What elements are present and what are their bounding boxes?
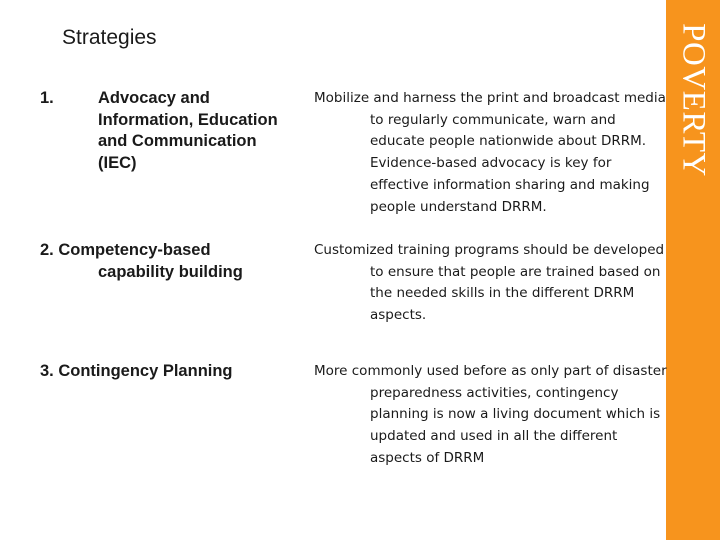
strategy-name-line: 3. Contingency Planning xyxy=(40,362,233,380)
strategy-name xyxy=(40,361,233,383)
strategy-number: 1. xyxy=(40,89,54,107)
strategy-name-line: Information, Education xyxy=(98,110,278,129)
strategy-name xyxy=(40,240,243,283)
brand-label: POVERTY xyxy=(675,23,712,177)
strategy-name-line: capability building xyxy=(98,262,243,281)
strategy-3-description: More commonly used before as only part of disaster preparedness activities, contingency planning is now a living document which is updated and used in all the different aspects of DRRM xyxy=(314,363,667,466)
slide-title: Strategies xyxy=(62,26,157,49)
strategy-2-description: Customized training programs should be developed to ensure that people are trained based on the needed skills in the different DRRM aspects. xyxy=(314,242,665,324)
strategy-name-line: Advocacy and xyxy=(98,89,210,107)
strategy-name-line: and Communication xyxy=(98,132,257,150)
strategy-name xyxy=(98,88,278,174)
strategy-1-description: Mobilize and harness the print and broadcast media to regularly communicate, warn and educate people nationwide about DRRM. Evidence-based advocacy is key for effective information sharing and making people understand DRRM. xyxy=(314,90,666,215)
strategy-name-line: 2. Competency-based xyxy=(40,241,211,259)
strategy-name-line: (IEC) xyxy=(98,153,137,172)
